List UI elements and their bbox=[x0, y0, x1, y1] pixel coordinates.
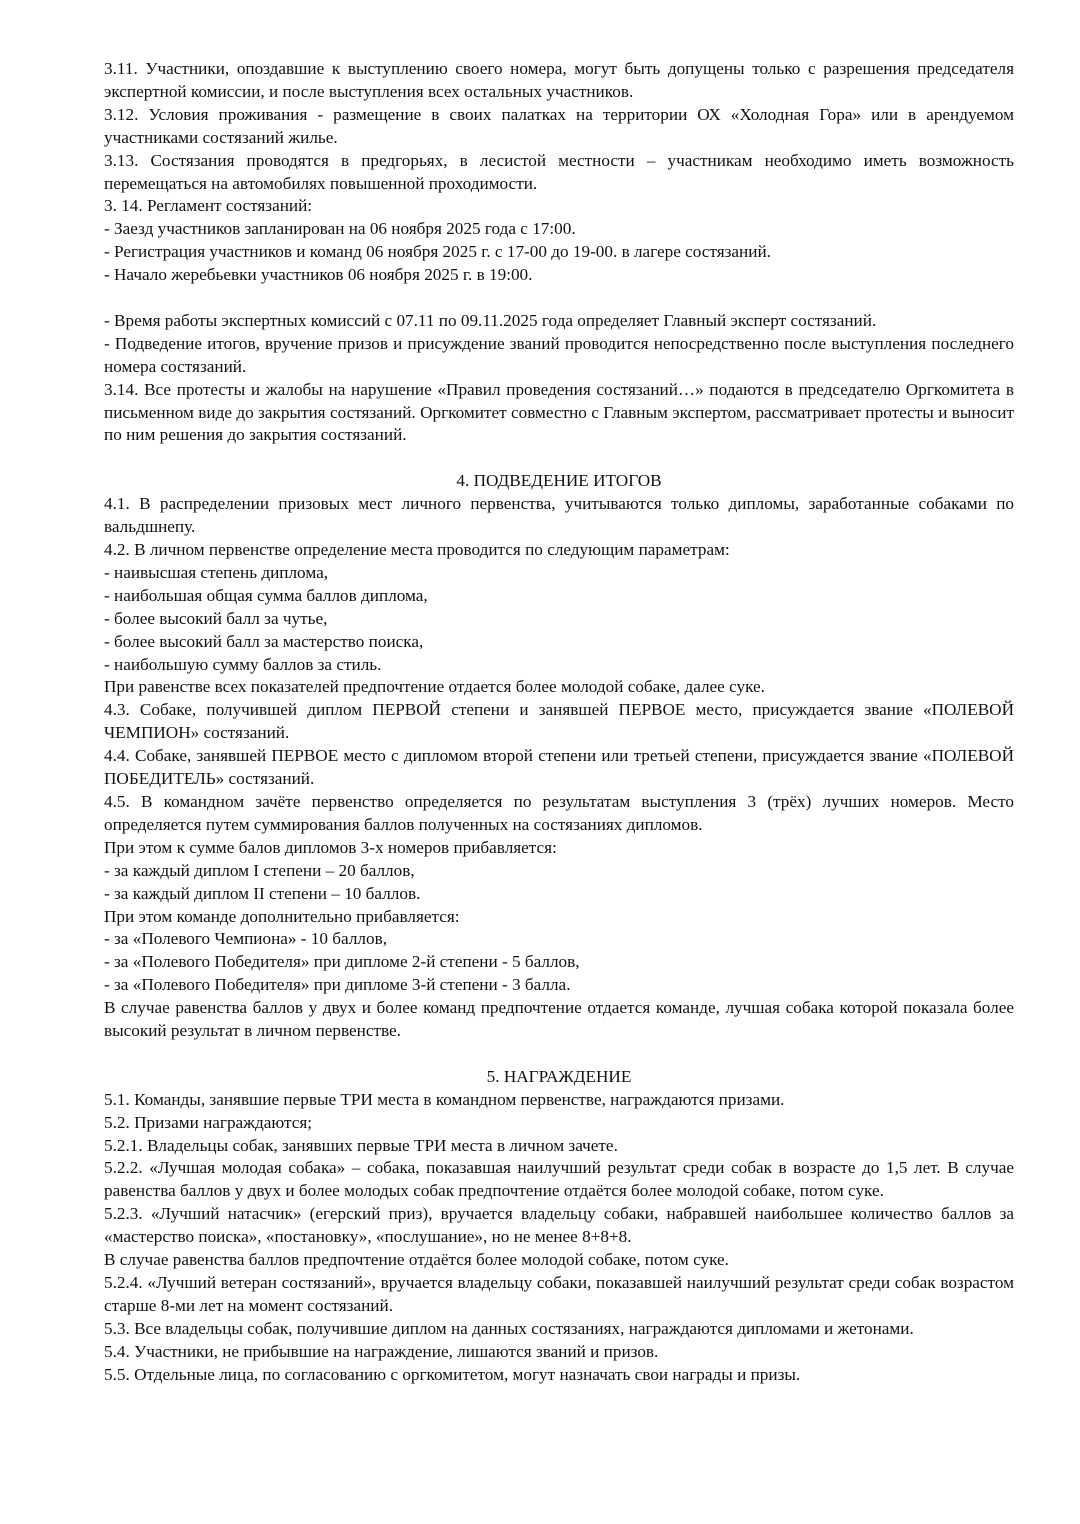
blank-line bbox=[104, 447, 1014, 470]
paragraph-5-2-2: 5.2.2. «Лучшая молодая собака» – собака, показавшая наилучший результат среди собак в возрасте до 1,5 лет. В случае равенства баллов у двух и более молодых собак предпочтение отдаётся более молодой собаке, потом суке. bbox=[104, 1158, 1014, 1201]
team-extra-bonus-item: - за «Полевого Чемпиона» - 10 баллов, bbox=[104, 929, 387, 949]
paragraph-3-13: 3.13. Состязания проводятся в предгорьях, в лесистой местности – участникам необходимо иметь возможность перемещаться на автомобилях повышенной проходимости. bbox=[104, 150, 1014, 193]
paragraph-4-5: 4.5. В командном зачёте первенство определяется по результатам выступления 3 (трёх) лучших номеров. Место определяется путем суммирования баллов полученных на состязаниях дипломов. bbox=[104, 791, 1014, 834]
paragraph-3-14-schedule-title: 3. 14. Регламент состязаний: bbox=[104, 196, 313, 216]
criteria-item: - наибольшую сумму баллов за стиль. bbox=[104, 654, 382, 674]
paragraph-3-11: 3.11. Участники, опоздавшие к выступлению своего номера, могут быть допущены только с разрешения председателя экспертной комиссии, и после выступления всех остальных участников. bbox=[104, 59, 1014, 101]
blank-line bbox=[104, 1043, 1014, 1066]
schedule-item-draw: - Начало жеребьевки участников 06 ноября 2025 г. в 19:00. bbox=[104, 265, 533, 285]
schedule-item-registration: - Регистрация участников и команд 06 ноября 2025 г. с 17-00 до 19-00. в лагере состязаний. bbox=[104, 242, 771, 262]
section-4-heading: 4. ПОДВЕДЕНИЕ ИТОГОВ bbox=[456, 471, 662, 491]
blank-line bbox=[104, 287, 1014, 310]
paragraph-5-1: 5.1. Команды, занявшие первые ТРИ места в командном первенстве, награждаются призами. bbox=[104, 1089, 785, 1109]
criteria-item: - наибольшая общая сумма баллов диплома, bbox=[104, 585, 428, 605]
paragraph-4-1: 4.1. В распределении призовых мест личного первенства, учитываются только дипломы, заработанные собаками по вальдшнепу. bbox=[104, 494, 1014, 537]
paragraph-5-2-1: 5.2.1. Владельцы собак, занявших первые ТРИ места в личном зачете. bbox=[104, 1135, 618, 1155]
team-extra-bonus-intro: При этом команде дополнительно прибавляется: bbox=[104, 906, 460, 926]
team-bonus-item: - за каждый диплом II степени – 10 баллов. bbox=[104, 883, 421, 903]
paragraph-5-2-3-tie-break: В случае равенства баллов предпочтение отдаётся более молодой собаке, потом суке. bbox=[104, 1250, 729, 1270]
document-page bbox=[104, 58, 1014, 1387]
paragraph-3-14-protests: 3.14. Все протесты и жалобы на нарушение «Правил проведения состязаний…» подаются в председателю Оргкомитета в письменном виде до закрытия состязаний. Оргкомитет совместно с Главным экспертом, рассматривает протесты и выносит по ним решения до закрытия состязаний. bbox=[104, 379, 1014, 445]
schedule-item-arrival: - Заезд участников запланирован на 06 ноября 2025 года с 17:00. bbox=[104, 219, 576, 239]
criteria-item: - наивысшая степень диплома, bbox=[104, 562, 328, 582]
criteria-item: - более высокий балл за чутье, bbox=[104, 608, 328, 628]
paragraph-5-2: 5.2. Призами награждаются; bbox=[104, 1112, 313, 1132]
paragraph-5-2-4: 5.2.4. «Лучший ветеран состязаний», вручается владельцу собаки, показавшей наилучший результат среди собак возрастом старше 8-ми лет на момент состязаний. bbox=[104, 1272, 1014, 1315]
team-bonus-item: - за каждый диплом I степени – 20 баллов, bbox=[104, 860, 415, 880]
paragraph-5-5: 5.5. Отдельные лица, по согласованию с оргкомитетом, могут назначать свои награды и призы. bbox=[104, 1364, 801, 1384]
team-bonus-intro: При этом к сумме балов дипломов 3-х номеров прибавляется: bbox=[104, 837, 557, 857]
paragraph-4-4: 4.4. Собаке, занявшей ПЕРВОЕ место с дипломом второй степени или третьей степени, присуждается звание «ПОЛЕВОЙ ПОБЕДИТЕЛЬ» состязаний. bbox=[104, 746, 1014, 789]
section-5-heading: 5. НАГРАЖДЕНИЕ bbox=[486, 1066, 632, 1086]
team-extra-bonus-item: - за «Полевого Победителя» при дипломе 2-й степени - 5 баллов, bbox=[104, 952, 580, 972]
schedule-item-results: - Подведение итогов, вручение призов и присуждение званий проводится непосредственно после выступления последнего номера состязаний. bbox=[104, 333, 1014, 376]
tie-break-note: При равенстве всех показателей предпочтение отдается более молодой собаке, далее суке. bbox=[104, 677, 765, 697]
paragraph-5-2-3: 5.2.3. «Лучший натасчик» (егерский приз), вручается владельцу собаки, набравшей наибольшее количество баллов за «мастерство поиска», «постановку», «послушание», но не менее 8+8+8. bbox=[104, 1204, 1014, 1247]
criteria-item: - более высокий балл за мастерство поиска, bbox=[104, 631, 424, 651]
schedule-item-expert-commissions: - Время работы экспертных комиссий с 07.11 по 09.11.2025 года определяет Главный эксперт состязаний. bbox=[104, 310, 877, 330]
team-extra-bonus-item: - за «Полевого Победителя» при дипломе 3-й степени - 3 балла. bbox=[104, 975, 571, 995]
paragraph-4-3: 4.3. Собаке, получившей диплом ПЕРВОЙ степени и занявшей ПЕРВОЕ место, присуждается звание «ПОЛЕВОЙ ЧЕМПИОН» состязаний. bbox=[104, 700, 1014, 743]
paragraph-5-3: 5.3. Все владельцы собак, получившие диплом на данных состязаниях, награждаются дипломами и жетонами. bbox=[104, 1318, 914, 1338]
paragraph-5-4: 5.4. Участники, не прибывшие на награждение, лишаются званий и призов. bbox=[104, 1341, 659, 1361]
team-tie-break-note: В случае равенства баллов у двух и более команд предпочтение отдается команде, лучшая собака которой показала более высокий результат в личном первенстве. bbox=[104, 998, 1014, 1041]
paragraph-3-12: 3.12. Условия проживания - размещение в своих палатках на территории ОХ «Холодная Гора» или в арендуемом участниками состязаний жилье. bbox=[104, 104, 1014, 147]
paragraph-4-2: 4.2. В личном первенстве определение места проводится по следующим параметрам: bbox=[104, 540, 730, 559]
